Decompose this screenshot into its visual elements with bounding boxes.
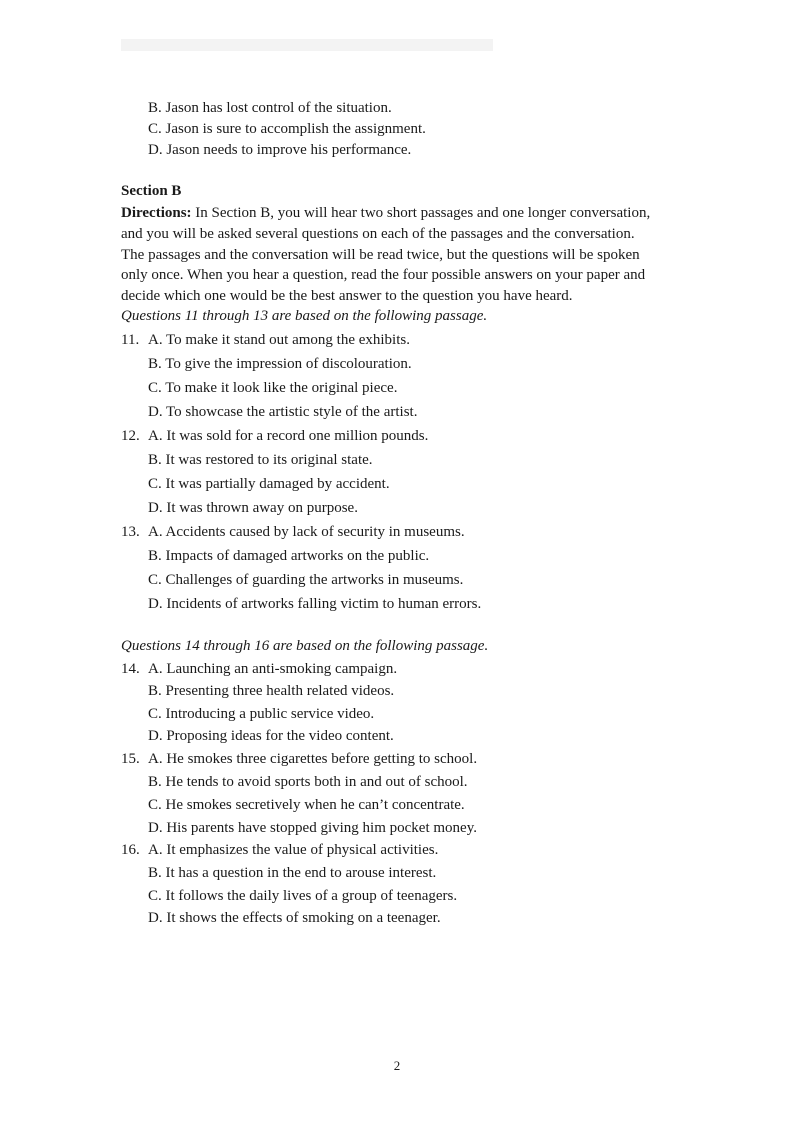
question-16-option-b: B. It has a question in the end to arouse interest.	[148, 865, 437, 881]
directions-line-1	[121, 204, 650, 222]
page-number: 2	[393, 1058, 401, 1073]
option-text: A. It emphasizes the value of physical activities.	[148, 842, 439, 858]
option-text: A. He smokes three cigarettes before getting to school.	[148, 751, 478, 767]
header-strip	[121, 39, 493, 51]
question-14-option-b: B. Presenting three health related videos.	[148, 683, 395, 699]
question-14-option-d: D. Proposing ideas for the video content.	[148, 728, 394, 744]
question-13-option-d: D. Incidents of artworks falling victim to human errors.	[148, 596, 482, 612]
group1-intro: Questions 11 through 13 are based on the following passage.	[121, 308, 488, 324]
question-16-option-a	[121, 841, 438, 859]
directions-line-5: decide which one would be the best answer to the question you have heard.	[121, 288, 573, 304]
question-12-option-a	[121, 427, 428, 445]
option-text: A. Launching an anti-smoking campaign.	[148, 661, 398, 677]
directions-text: In Section B, you will hear two short passages and one longer conversation,	[191, 205, 651, 221]
question-number: 13.	[121, 524, 140, 540]
question-13-option-b: B. Impacts of damaged artworks on the public.	[148, 548, 430, 564]
question-15-option-b: B. He tends to avoid sports both in and out of school.	[148, 774, 468, 790]
question-16-option-c: C. It follows the daily lives of a group of teenagers.	[148, 888, 458, 904]
question-11-option-b: B. To give the impression of discolouration.	[148, 356, 412, 372]
question-number: 14.	[121, 661, 140, 677]
section-title: Section B	[121, 183, 182, 199]
question-15-option-c: C. He smokes secretively when he can’t concentrate.	[148, 797, 465, 813]
question-number: 11.	[121, 332, 140, 348]
question-14-option-a	[121, 660, 397, 678]
question-11-option-c: C. To make it look like the original piece.	[148, 380, 398, 396]
option-text: A. It was sold for a record one million pounds.	[148, 428, 429, 444]
directions-label: Directions:	[121, 205, 192, 221]
directions-line-3: The passages and the conversation will be read twice, but the questions will be spoken	[121, 247, 640, 263]
question-number: 12.	[121, 428, 140, 444]
option-text: A. Accidents caused by lack of security in museums.	[148, 524, 465, 540]
prev-option-b: B. Jason has lost control of the situation.	[148, 100, 392, 116]
group2-intro: Questions 14 through 16 are based on the following passage.	[121, 638, 489, 654]
question-13-option-c: C. Challenges of guarding the artworks in museums.	[148, 572, 464, 588]
question-12-option-b: B. It was restored to its original state.	[148, 452, 373, 468]
question-16-option-d: D. It shows the effects of smoking on a teenager.	[148, 910, 441, 926]
question-11-option-a	[121, 331, 410, 349]
question-13-option-a	[121, 523, 465, 541]
question-14-option-c: C. Introducing a public service video.	[148, 706, 375, 722]
option-text: A. To make it stand out among the exhibits.	[148, 332, 410, 348]
question-12-option-d: D. It was thrown away on purpose.	[148, 500, 358, 516]
question-12-option-c: C. It was partially damaged by accident.	[148, 476, 390, 492]
question-15-option-d: D. His parents have stopped giving him pocket money.	[148, 820, 477, 836]
prev-option-c: C. Jason is sure to accomplish the assignment.	[148, 121, 426, 137]
question-number: 15.	[121, 751, 140, 767]
directions-line-2: and you will be asked several questions on each of the passages and the conversation.	[121, 226, 635, 242]
prev-option-d: D. Jason needs to improve his performance.	[148, 142, 412, 158]
question-15-option-a	[121, 750, 477, 768]
directions-line-4: only once. When you hear a question, read the four possible answers on your paper and	[121, 267, 646, 283]
question-11-option-d: D. To showcase the artistic style of the artist.	[148, 404, 418, 420]
question-number: 16.	[121, 842, 140, 858]
